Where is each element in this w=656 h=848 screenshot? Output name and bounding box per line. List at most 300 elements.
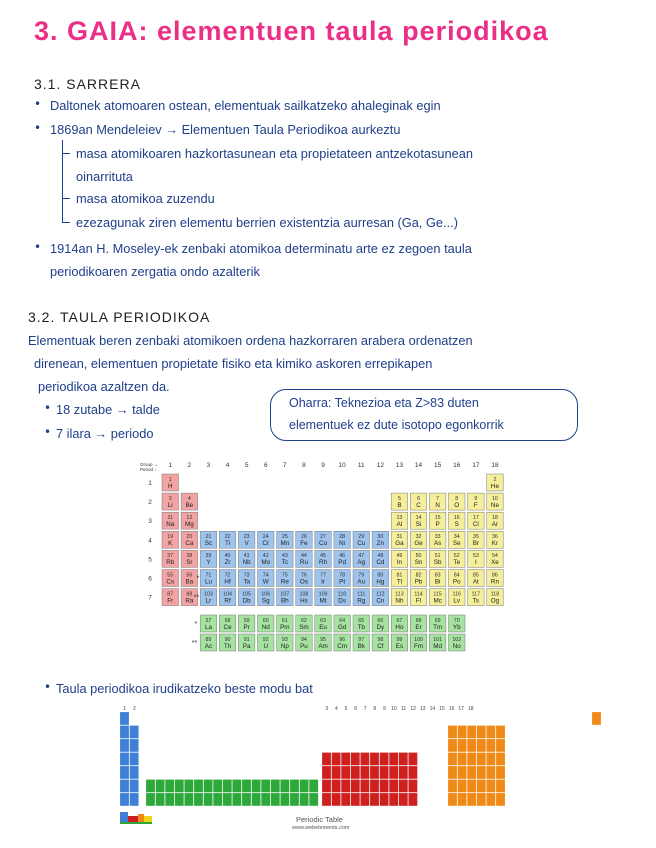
alt-cell xyxy=(496,739,505,752)
alt-cell xyxy=(477,739,486,752)
element-number: 93 xyxy=(281,636,288,643)
legend-d xyxy=(128,816,138,822)
element-number: 19 xyxy=(167,534,174,541)
element-number: 47 xyxy=(358,553,365,560)
alt-cell xyxy=(120,780,129,793)
alt-group-number: 13 xyxy=(420,706,426,712)
alt-cell xyxy=(496,793,505,806)
element-symbol: Tc xyxy=(281,559,288,567)
section-heading-sarrera: 3.1. SARRERA xyxy=(34,76,141,92)
alt-cell xyxy=(458,726,467,739)
element-symbol: Rg xyxy=(357,597,366,605)
alt-cell xyxy=(309,780,318,793)
group-number: 2 xyxy=(187,462,192,469)
alt-cell xyxy=(322,793,331,806)
alt-cell xyxy=(351,766,360,779)
element-number: 70 xyxy=(453,617,460,624)
element-number: 118 xyxy=(490,591,500,598)
group-number: 6 xyxy=(263,462,268,469)
alt-cell xyxy=(370,780,379,793)
element-symbol: Mt xyxy=(319,597,327,605)
element-number: 84 xyxy=(453,572,460,579)
alt-cell xyxy=(592,712,601,725)
lanthanide-mark: * xyxy=(196,575,200,583)
alt-cell xyxy=(408,766,417,779)
group-number: 18 xyxy=(491,462,499,469)
alt-cell xyxy=(486,766,495,779)
element-symbol: Pb xyxy=(414,578,423,586)
alt-cell xyxy=(165,793,174,806)
alt-d-block xyxy=(322,753,417,806)
element-symbol: Na xyxy=(166,521,175,528)
alt-group-number: 7 xyxy=(363,706,367,712)
alt-cell xyxy=(380,780,389,793)
alt-cell xyxy=(448,780,457,793)
alt-cell xyxy=(380,753,389,766)
element-number: 96 xyxy=(339,636,346,643)
alt-cell xyxy=(477,780,486,793)
element-symbol: Hs xyxy=(300,597,308,605)
element-symbol: As xyxy=(433,540,442,548)
element-number: 21 xyxy=(205,534,212,541)
note-line-1: Oharra: Teknezioa eta Z>83 duten xyxy=(289,396,479,410)
alt-s-block xyxy=(120,726,139,806)
alt-cell xyxy=(389,766,398,779)
group-number: 7 xyxy=(283,462,287,469)
element-symbol: Al xyxy=(396,521,403,528)
periods-bullet: 7 ilara → periodo xyxy=(56,426,154,441)
element-number: 56 xyxy=(186,572,193,579)
element-symbol: Cr xyxy=(262,540,270,548)
element-symbol: F xyxy=(473,501,478,509)
element-symbol: N xyxy=(435,501,440,509)
element-symbol: Zn xyxy=(376,540,385,548)
element-number: 81 xyxy=(396,572,403,579)
intro-line-2: 1869an Mendeleiev → Elementuen Taula Periodikoa aurkeztu xyxy=(50,122,401,137)
alt-cell xyxy=(496,780,505,793)
element-symbol: K xyxy=(168,540,173,548)
alt-cell xyxy=(165,780,174,793)
alt-table-caption: Periodic Table xyxy=(296,815,343,824)
group-number: 4 xyxy=(225,462,230,469)
element-symbol: Zr xyxy=(224,559,231,567)
element-symbol: Cn xyxy=(376,597,385,605)
element-number: 107 xyxy=(280,591,290,598)
alt-cell xyxy=(252,780,261,793)
alt-cell xyxy=(467,753,476,766)
legend-f xyxy=(144,816,152,822)
period-label: Period ↓ xyxy=(140,467,157,472)
element-symbol: Ni xyxy=(339,540,346,548)
alt-cell xyxy=(146,793,155,806)
alt-cell xyxy=(380,793,389,806)
alt-group-number: 2 xyxy=(133,706,136,712)
element-symbol: Ag xyxy=(357,559,366,567)
element-symbol: Np xyxy=(280,642,289,650)
alt-group-number: 15 xyxy=(439,706,445,712)
element-symbol: Bi xyxy=(434,578,441,586)
element-number: 61 xyxy=(281,617,288,624)
alt-cell xyxy=(496,726,505,739)
element-number: 71 xyxy=(205,572,212,579)
alt-cell xyxy=(370,793,379,806)
element-symbol: Pa xyxy=(242,642,251,650)
group-number: 3 xyxy=(206,462,211,469)
alt-cell xyxy=(242,780,251,793)
alt-p-block xyxy=(448,726,505,806)
alt-cell xyxy=(332,753,341,766)
alt-group-number: 9 xyxy=(383,706,386,712)
element-symbol: Sm xyxy=(299,623,309,631)
element-symbol: Tm xyxy=(433,623,443,631)
element-symbol: Xe xyxy=(491,559,499,567)
period-number: 3 xyxy=(148,518,152,526)
element-number: 90 xyxy=(224,636,231,643)
alt-cell xyxy=(194,780,203,793)
alt-cell xyxy=(496,766,505,779)
alt-group-number: 18 xyxy=(468,706,474,712)
alt-cell xyxy=(448,726,457,739)
element-symbol: Ta xyxy=(243,578,250,586)
alt-cell xyxy=(146,780,155,793)
element-number: 66 xyxy=(377,617,384,624)
alt-cell xyxy=(120,753,129,766)
element-number: 105 xyxy=(242,591,252,598)
alt-table-bullet: Taula periodikoa irudikatzeko beste modu bat xyxy=(56,681,313,696)
element-symbol: Kr xyxy=(491,540,499,548)
alt-cell xyxy=(448,753,457,766)
alt-cell xyxy=(458,793,467,806)
alt-cell xyxy=(448,766,457,779)
element-number: 76 xyxy=(300,572,307,579)
element-symbol: Ra xyxy=(185,597,194,605)
legend-base xyxy=(120,822,152,824)
alt-cell xyxy=(458,766,467,779)
period-number: 4 xyxy=(148,537,152,545)
alt-cell xyxy=(389,793,398,806)
element-symbol: Ne xyxy=(490,501,499,509)
element-number: 2 xyxy=(493,476,497,483)
element-number: 102 xyxy=(452,636,462,643)
alt-group-number: 5 xyxy=(344,706,348,712)
element-number: 30 xyxy=(377,534,384,541)
element-number: 69 xyxy=(434,617,441,624)
alt-cell xyxy=(322,780,331,793)
element-symbol: No xyxy=(452,642,461,650)
element-number: 116 xyxy=(452,591,461,598)
element-symbol: Cf xyxy=(377,642,384,650)
element-number: 60 xyxy=(262,617,269,624)
element-number: 5 xyxy=(397,495,401,502)
element-symbol: Yb xyxy=(452,623,461,631)
alt-group-number: 16 xyxy=(448,706,455,712)
element-symbol: La xyxy=(204,623,212,631)
element-symbol: Cl xyxy=(472,521,479,528)
element-symbol: Ce xyxy=(223,623,232,631)
alt-cell xyxy=(213,793,222,806)
alt-group-number: 3 xyxy=(325,706,329,712)
element-number: 34 xyxy=(453,534,460,541)
alt-cell xyxy=(156,793,165,806)
legend-p xyxy=(138,814,144,822)
period-number: 5 xyxy=(148,556,152,564)
legend-s xyxy=(120,812,128,822)
element-number: 28 xyxy=(339,534,346,541)
element-number: 63 xyxy=(320,617,327,624)
element-number: 77 xyxy=(320,572,327,579)
alt-cell xyxy=(120,739,129,752)
element-number: 103 xyxy=(204,591,213,598)
element-symbol: Nd xyxy=(261,623,270,631)
element-number: 83 xyxy=(434,572,441,579)
element-symbol: Lr xyxy=(205,597,212,605)
alt-cell xyxy=(360,780,369,793)
sub-item-1-cont: oinarrituta xyxy=(76,169,133,184)
alt-cell xyxy=(467,793,476,806)
element-number: 39 xyxy=(205,553,212,560)
alt-cell xyxy=(341,793,350,806)
alt-cell xyxy=(486,753,495,766)
alt-cell xyxy=(300,793,309,806)
element-symbol: Ts xyxy=(472,597,479,605)
bullet-icon: • xyxy=(34,121,42,135)
alt-cell xyxy=(486,726,495,739)
alt-cell xyxy=(332,766,341,779)
intro-line-1: Daltonek atomoaren ostean, elementuak sailkatzeko ahaleginak egin xyxy=(50,98,441,113)
element-number: 62 xyxy=(300,617,307,624)
alt-cell xyxy=(341,753,350,766)
element-number: 16 xyxy=(453,515,460,521)
element-symbol: Fe xyxy=(300,540,308,548)
alt-cell xyxy=(130,753,139,766)
bullet-icon: • xyxy=(44,680,52,694)
period-number: 2 xyxy=(148,499,152,507)
alt-cell xyxy=(290,793,299,806)
element-number: 15 xyxy=(434,515,441,521)
alt-cell xyxy=(467,780,476,793)
element-number: 33 xyxy=(434,534,441,541)
element-number: 115 xyxy=(433,591,442,598)
alt-cell xyxy=(204,780,213,793)
group-number: 1 xyxy=(168,462,173,469)
alt-cell xyxy=(408,753,417,766)
alt-cell xyxy=(130,739,139,752)
element-symbol: Y xyxy=(206,559,211,567)
element-number: 110 xyxy=(337,591,347,598)
alt-cell xyxy=(130,780,139,793)
alt-cell xyxy=(458,780,467,793)
element-number: 78 xyxy=(339,572,346,579)
element-symbol: Ir xyxy=(321,578,325,586)
alt-group-number: 10 xyxy=(391,706,397,712)
element-number: 112 xyxy=(376,591,385,598)
group-number: 14 xyxy=(414,462,423,469)
alt-cell xyxy=(280,780,289,793)
alt-cell xyxy=(458,739,467,752)
element-number: 9 xyxy=(474,495,478,502)
element-symbol: Se xyxy=(452,540,461,548)
element-symbol: Md xyxy=(433,642,443,650)
element-number: 95 xyxy=(320,636,327,643)
alt-cell xyxy=(486,739,495,752)
element-symbol: Ar xyxy=(491,521,499,528)
alt-cell xyxy=(242,793,251,806)
alt-cell xyxy=(477,726,486,739)
element-symbol: B xyxy=(397,501,402,509)
element-number: 49 xyxy=(396,553,403,560)
alt-cell xyxy=(156,780,165,793)
alt-group-number: 4 xyxy=(335,706,338,712)
element-symbol: Bh xyxy=(280,597,289,605)
element-symbol: Be xyxy=(185,501,194,509)
sub-item-2: masa atomikoa zuzendu xyxy=(76,191,215,206)
group-number: 16 xyxy=(453,462,461,469)
alt-cell xyxy=(175,780,184,793)
element-number: 44 xyxy=(300,553,307,560)
element-number: 40 xyxy=(224,553,231,560)
element-number: 51 xyxy=(434,553,441,560)
element-symbol: Pm xyxy=(280,623,290,631)
element-number: 111 xyxy=(357,591,366,598)
alt-cell xyxy=(351,780,360,793)
element-number: 53 xyxy=(472,553,479,560)
element-symbol: Os xyxy=(299,578,308,586)
element-number: 42 xyxy=(262,553,269,560)
element-symbol: Sn xyxy=(414,559,423,567)
alt-cell xyxy=(300,780,309,793)
element-symbol: Th xyxy=(223,642,232,650)
alt-f-block xyxy=(146,780,318,806)
element-number: 46 xyxy=(339,553,346,560)
element-symbol: Rn xyxy=(490,578,499,586)
alt-cell xyxy=(496,753,505,766)
element-symbol: Ge xyxy=(414,540,423,548)
element-symbol: Ti xyxy=(225,540,231,548)
element-symbol: At xyxy=(472,578,479,586)
element-number: 36 xyxy=(491,534,498,541)
element-number: 97 xyxy=(358,636,365,643)
alt-cell xyxy=(477,753,486,766)
alt-group-number: 8 xyxy=(373,706,377,712)
alt-cell xyxy=(130,793,139,806)
element-symbol: Li xyxy=(167,501,173,509)
element-number: 73 xyxy=(243,572,250,579)
alt-cell xyxy=(351,753,360,766)
element-symbol: Rf xyxy=(224,597,231,605)
element-symbol: Gd xyxy=(337,623,347,631)
group-number: 15 xyxy=(434,462,442,469)
element-symbol: Nh xyxy=(395,597,404,605)
element-number: 67 xyxy=(396,617,403,624)
element-number: 41 xyxy=(243,553,250,560)
element-number: 17 xyxy=(472,515,479,521)
element-symbol: Ga xyxy=(395,540,404,548)
element-number: 4 xyxy=(187,495,191,502)
element-symbol: Pd xyxy=(338,559,347,567)
group-number: 13 xyxy=(395,462,404,469)
element-symbol: Cd xyxy=(376,559,385,567)
element-symbol: Sg xyxy=(261,597,270,605)
alt-cell xyxy=(477,766,486,779)
element-number: 101 xyxy=(433,636,443,643)
group-label: Group → xyxy=(140,462,159,467)
alt-cell xyxy=(389,753,398,766)
para-line-1: Elementuak beren zenbaki atomikoen ordena hazkorraren arabera ordenatzen xyxy=(28,333,473,348)
element-number: 74 xyxy=(262,572,269,579)
alt-cell xyxy=(399,753,408,766)
alt-cell xyxy=(408,793,417,806)
alt-cell xyxy=(252,793,261,806)
element-number: 88 xyxy=(186,591,193,598)
element-symbol: Pt xyxy=(339,578,346,586)
element-number: 14 xyxy=(415,515,422,521)
alt-cell xyxy=(130,726,139,739)
element-symbol: Po xyxy=(452,578,461,586)
element-symbol: Br xyxy=(472,540,479,548)
intro-line-3-cont: periodikoaren zergatia ondo azalterik xyxy=(50,264,260,279)
element-symbol: Eu xyxy=(319,623,327,631)
groups-bullet: 18 zutabe → talde xyxy=(56,402,160,417)
alt-cell xyxy=(322,753,331,766)
alt-group-number: 11 xyxy=(400,706,407,712)
element-symbol: Db xyxy=(242,597,251,605)
element-number: 57 xyxy=(205,617,212,624)
element-number: 8 xyxy=(455,495,459,502)
element-number: 113 xyxy=(395,591,404,598)
element-number: 3 xyxy=(168,495,172,502)
element-symbol: Lu xyxy=(204,578,212,586)
period-number: 1 xyxy=(148,480,152,487)
alt-p-block-he xyxy=(592,712,601,725)
element-symbol: U xyxy=(263,642,269,650)
element-number: 13 xyxy=(396,515,403,521)
element-number: 12 xyxy=(186,515,193,521)
element-symbol: Ds xyxy=(338,597,347,605)
alt-cell xyxy=(477,793,486,806)
alt-cell xyxy=(184,780,193,793)
alt-cell xyxy=(332,780,341,793)
element-symbol: Rh xyxy=(319,559,328,567)
alt-cell xyxy=(120,726,129,739)
element-number: 92 xyxy=(262,636,269,643)
element-symbol: He xyxy=(490,482,499,490)
alt-cell xyxy=(194,793,203,806)
element-symbol: Sb xyxy=(433,559,442,567)
bullet-icon: • xyxy=(44,425,52,439)
element-number: 29 xyxy=(358,534,365,541)
bullet-icon: • xyxy=(44,401,52,415)
group-number: 12 xyxy=(376,462,384,469)
element-symbol: Pu xyxy=(300,642,308,650)
element-symbol: Re xyxy=(280,578,289,586)
alt-cell xyxy=(204,793,213,806)
sub-item-1: masa atomikoaren hazkortasunean eta propietateen antzekotasunean xyxy=(76,146,473,161)
element-symbol: Mg xyxy=(184,521,194,528)
group-number: 9 xyxy=(321,462,325,469)
element-number: 26 xyxy=(300,534,307,541)
group-number: 8 xyxy=(302,462,306,469)
element-number: 99 xyxy=(396,636,403,643)
element-symbol: Mo xyxy=(261,559,271,567)
element-symbol: Te xyxy=(453,559,461,567)
element-symbol: Hf xyxy=(224,578,231,586)
element-number: 7 xyxy=(436,495,440,502)
alt-cell xyxy=(120,766,129,779)
alt-cell xyxy=(120,793,129,806)
element-number: 108 xyxy=(299,591,309,598)
actinide-mark: ** xyxy=(193,594,200,602)
alt-cell xyxy=(261,780,270,793)
